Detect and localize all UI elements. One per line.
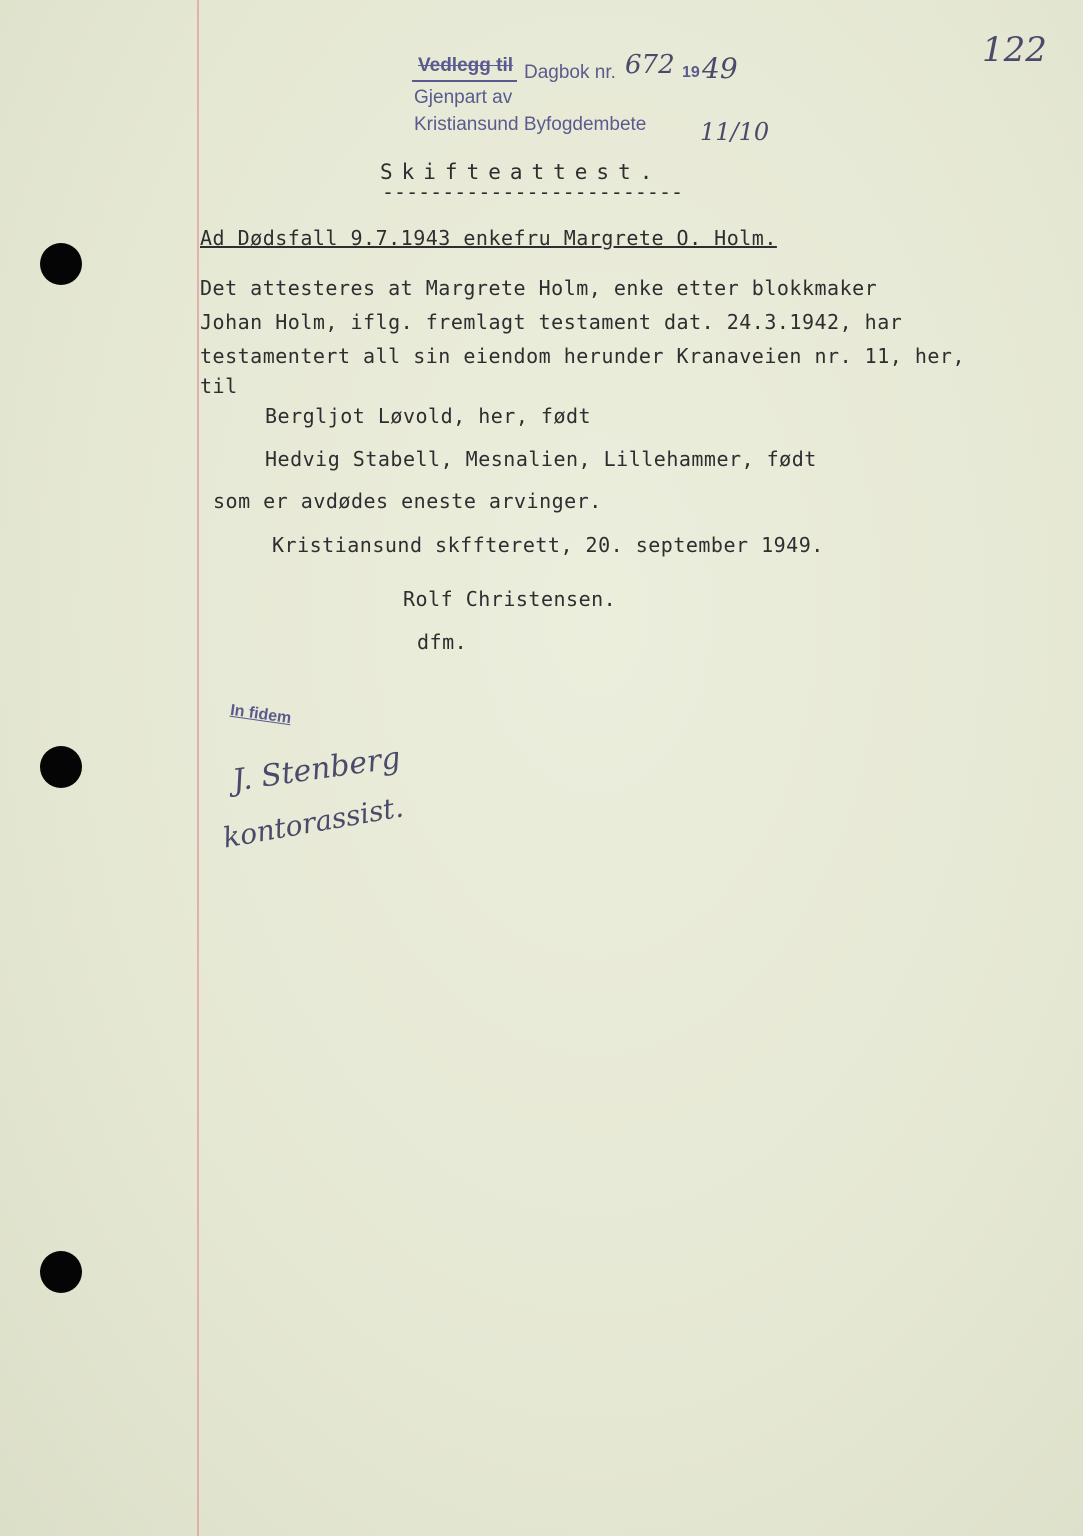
body-line: Det attesteres at Margrete Holm, enke etter blokkmaker: [200, 276, 878, 300]
signature-role: kontorassist.: [220, 790, 406, 855]
year-suffix: 49: [702, 52, 738, 85]
punch-hole: [40, 243, 82, 285]
body-line: Johan Holm, iflg. fremlagt testament dat. 24.3.1942, har: [200, 310, 903, 334]
signatory-title: dfm.: [417, 630, 468, 654]
stamp-year-prefix: 19: [682, 64, 700, 81]
heir-item: Hedvig Stabell, Mesnalien, Lillehammer, født: [265, 447, 817, 471]
document-title: Skifteattest.: [380, 160, 662, 184]
signature: J. Stenberg: [230, 740, 403, 799]
dagbok-number: 672: [625, 50, 675, 80]
handwritten-date: 11/10: [700, 118, 770, 146]
body-line: testamentert all sin eiendom herunder Kranaveien nr. 11, her,: [200, 344, 966, 368]
stamp-office: Kristiansund Byfogdembete: [414, 114, 647, 135]
stamp-gjenpart: Gjenpart av: [414, 87, 513, 108]
punch-hole: [40, 1251, 82, 1293]
subject-line: Ad Dødsfall 9.7.1943 enkefru Margrete O. Holm.: [200, 226, 777, 250]
title-underline: -------------------------: [382, 180, 684, 204]
stamp-rule: [412, 80, 517, 82]
stamp-vedlegg: Vedlegg til: [418, 55, 514, 76]
page-number: 122: [982, 30, 1047, 70]
body-line: til: [200, 374, 238, 398]
closing-line: som er avdødes eneste arvinger.: [213, 489, 602, 513]
heir-item: Bergljot Løvold, her, født: [265, 404, 592, 428]
margin-line: [197, 0, 199, 1536]
stamp-dagbok: Dagbok nr.: [524, 62, 616, 83]
punch-hole: [40, 746, 82, 788]
signatory-name: Rolf Christensen.: [403, 587, 617, 611]
stamp-in-fidem: In fidem: [229, 701, 293, 728]
place-date: Kristiansund skffterett, 20. september 1949.: [272, 533, 824, 557]
